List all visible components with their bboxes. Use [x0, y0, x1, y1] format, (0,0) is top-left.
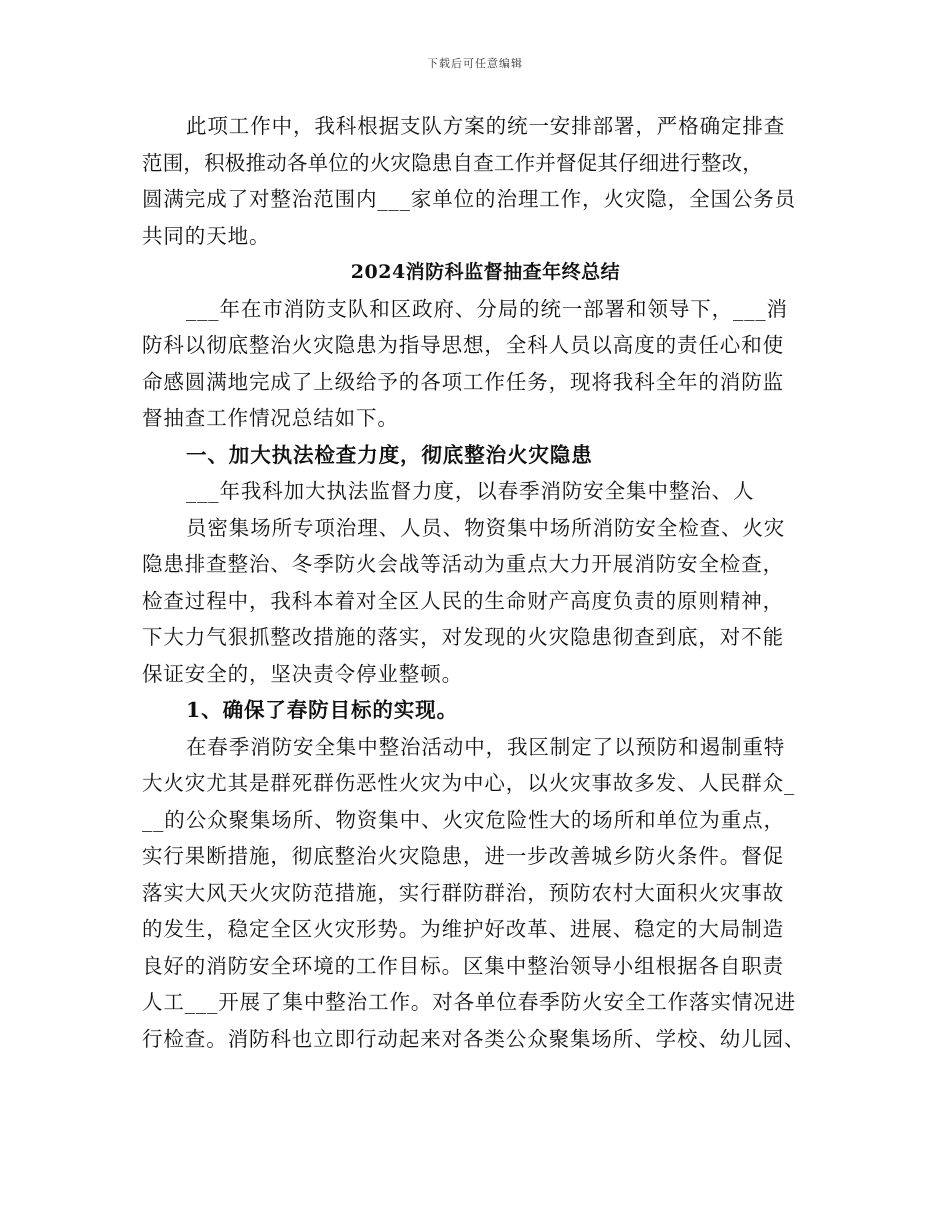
- document-body: [142, 108, 817, 1057]
- paragraph-line: 下大力气狠抓整改措施的落实，对发现的火灾隐患彻查到底，对不能: [142, 625, 784, 649]
- header-note: 下载后可任意编辑: [427, 57, 523, 70]
- paragraph-line: 隐患排查整治、冬季防火会战等活动为重点大力开展消防安全检查，: [142, 552, 784, 576]
- paragraph-line: 落实大风天火灾防范措施，实行群防群治，预防农村大面积火灾事故: [142, 880, 784, 905]
- subsection-heading: 1、确保了春防目标的实现。: [186, 698, 458, 722]
- paragraph-line: 员密集场所专项治理、人员、物资集中场所消防安全检查、火灾: [186, 515, 786, 540]
- paragraph-line: 防科以彻底整治火灾隐患为指导思想，全科人员以高度的责任心和使: [142, 333, 784, 357]
- paragraph-line: 行检查。消防科也立即行动起来对各类公众聚集场所、学校、幼儿园、: [142, 1026, 806, 1051]
- paragraph-line: 共同的天地。: [142, 223, 271, 248]
- paragraph-line: 实行果断措施，彻底整治火灾隐患，进一步改善城乡防火条件。督促: [142, 844, 784, 868]
- paragraph-line: 的发生，稳定全区火灾形势。为维护好改革、进展、稳定的大局制造: [142, 917, 784, 941]
- paragraph-line: 良好的消防安全环境的工作目标。区集中整治领导小组根据各自职责: [142, 953, 784, 978]
- paragraph-line: 大火灾尤其是群死群伤恶性火灾为中心，以火灾事故多发、人民群众_: [142, 771, 796, 795]
- paragraph-line: 命感圆满地完成了上级给予的各项工作任务，现将我科全年的消防监: [142, 369, 784, 394]
- paragraph-line: 此项工作中，我科根据支队方案的统一安排部署，严格确定排查: [186, 114, 786, 138]
- paragraph-line: ___年在市消防支队和区政府、分局的统一部署和领导下，___消: [186, 296, 788, 321]
- paragraph-line: 圆满完成了对整治范围内___家单位的治理工作，火灾隐，全国公务员: [142, 187, 797, 211]
- paragraph-line: 范围，积极推动各单位的火灾隐患自查工作并督促其仔细进行整改，: [142, 150, 763, 175]
- paragraph-line: 检查过程中，我科本着对全区人民的生命财产高度负责的原则精神，: [142, 588, 784, 613]
- paragraph-line: 督抽查工作情况总结如下。: [142, 406, 399, 430]
- paragraph-line: 保证安全的，坚决责令停业整顿。: [142, 661, 463, 686]
- document-title: 2024消防科监督抽查年终总结: [350, 261, 621, 283]
- paragraph-line: ___年我科加大执法监督力度，以春季消防安全集中整治、人: [186, 479, 755, 503]
- paragraph-line: 在春季消防安全集中整治活动中，我区制定了以预防和遏制重特: [186, 734, 786, 759]
- section-heading: 一、加大执法检查力度，彻底整治火灾隐患: [186, 442, 593, 467]
- paragraph-line: 人工___开展了集中整治工作。对各单位春季防火安全工作落实情况进: [142, 990, 797, 1014]
- paragraph-line: __的公众聚集场所、物资集中、火灾危险性大的场所和单位为重点，: [142, 807, 785, 832]
